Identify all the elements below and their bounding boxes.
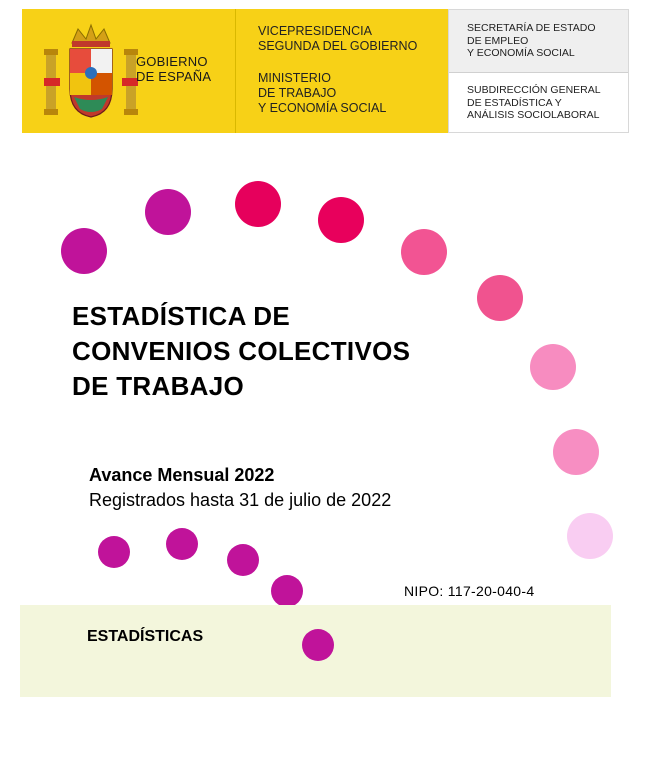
gobierno-block [22, 9, 235, 133]
header-banner [22, 9, 629, 133]
vicepresidencia-block [256, 9, 466, 133]
decorative-dot [567, 513, 613, 559]
decorative-dot [401, 229, 447, 275]
decorative-dot [145, 189, 191, 235]
footer-label: ESTADÍSTICAS [87, 628, 204, 645]
secretaria-label: SECRETARÍA DE ESTADO DE EMPLEO Y ECONOMÍA SOCIAL [467, 22, 596, 59]
secretaria-block [448, 9, 629, 133]
report-subtitle: Avance Mensual 2022 [89, 465, 275, 485]
gobierno-label: GOBIERNO DE ESPAÑA [136, 54, 212, 84]
decorative-dot [235, 181, 281, 227]
secretaria-separator [449, 72, 628, 73]
report-date-line: Registrados hasta 31 de julio de 2022 [89, 490, 392, 510]
nipo-code: NIPO: 117-20-040-4 [404, 583, 535, 599]
decorative-dot [98, 536, 130, 568]
decorative-dot [166, 528, 198, 560]
decorative-dot [302, 629, 334, 661]
decorative-dot [227, 544, 259, 576]
report-title: ESTADÍSTICA DE CONVENIOS COLECTIVOS DE TRABAJO [72, 301, 411, 401]
decorative-dot [271, 575, 303, 607]
coat-of-arms-logo [42, 23, 144, 123]
decorative-dot [553, 429, 599, 475]
vicepresidencia-label: VICEPRESIDENCIA SEGUNDA DEL GOBIERNO [258, 24, 418, 53]
ministerio-label: MINISTERIO DE TRABAJO Y ECONOMÍA SOCIAL [258, 71, 387, 115]
decorative-dot [318, 197, 364, 243]
decorative-dot [61, 228, 107, 274]
subdireccion-label: SUBDIRECCIÓN GENERAL DE ESTADÍSTICA Y ANÁLISIS SOCIOLABORAL [467, 84, 601, 121]
decorative-dot [530, 344, 576, 390]
banner-divider [235, 9, 236, 133]
